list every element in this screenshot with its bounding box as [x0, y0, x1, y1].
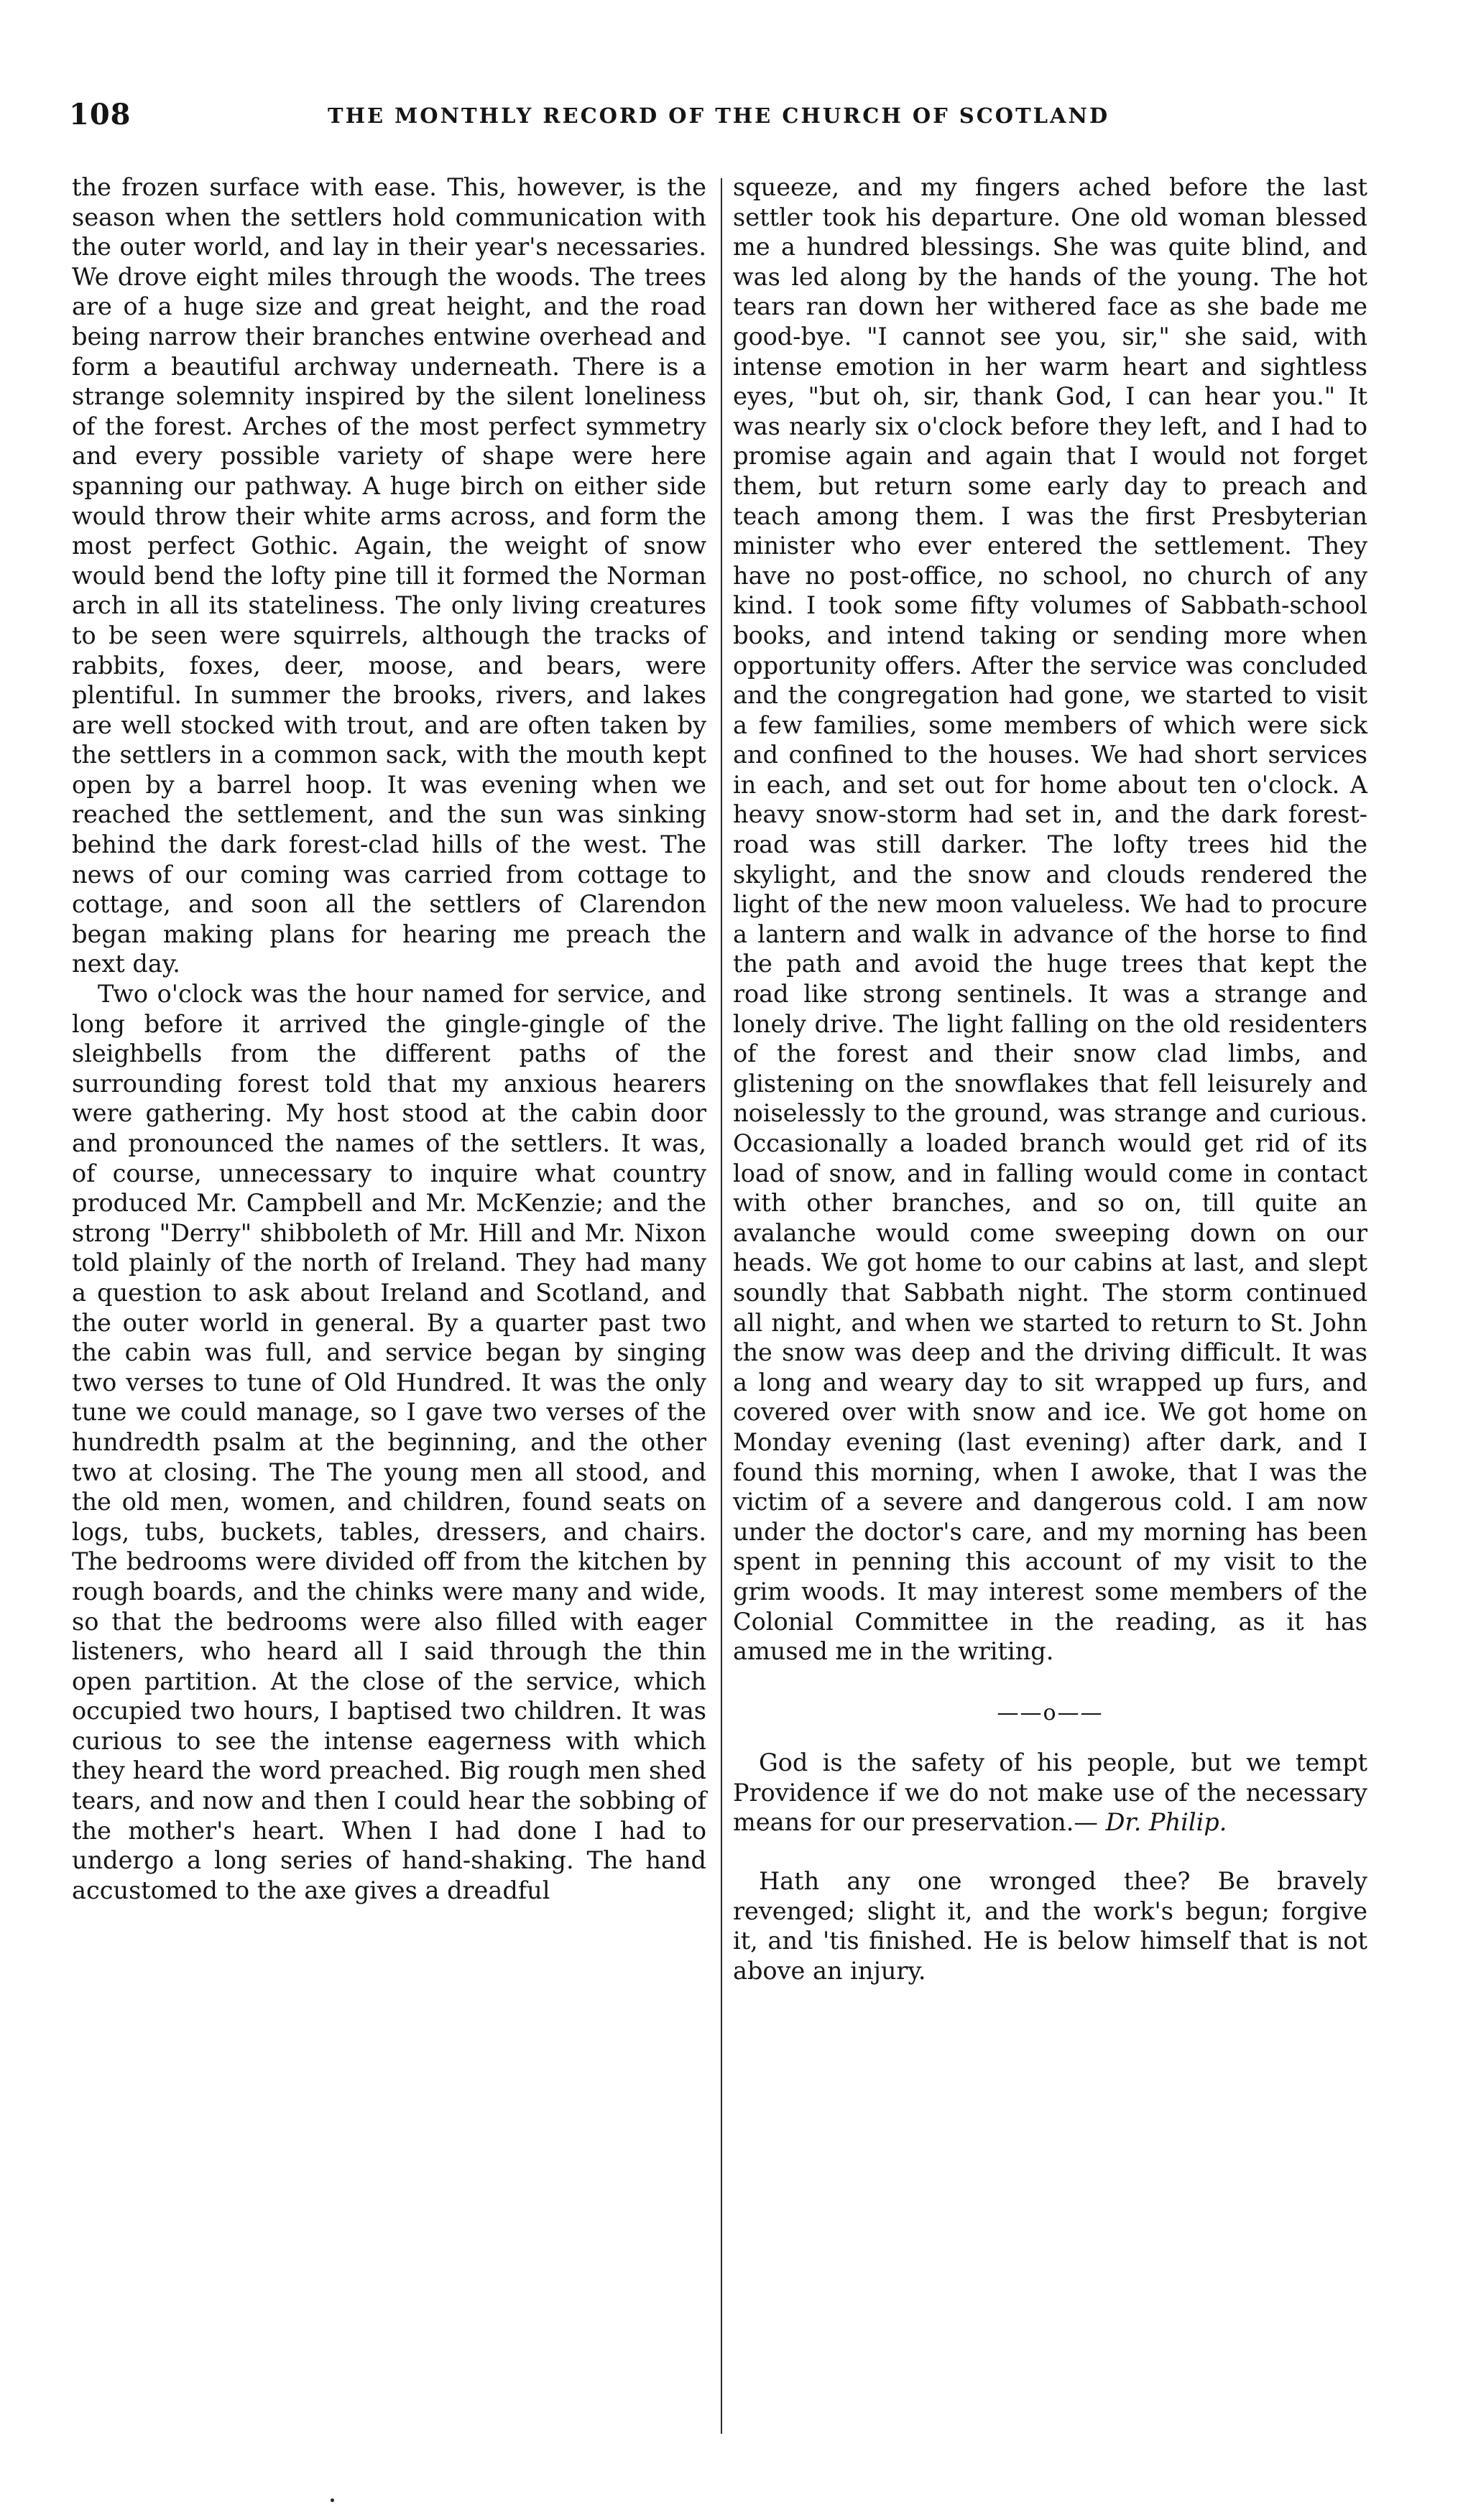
left-column: [72, 172, 706, 1905]
quotation-attribution: Dr. Philip.: [1105, 1808, 1227, 1837]
section-separator: ——o——: [997, 1700, 1104, 1725]
body-paragraph: Two o'clock was the hour named for service, and long before it arrived the gingle-gingle of the sleighbells from the different paths of the surrounding forest told that my anxious hearers were gathering. My host stood at the cabin door and pronounced the names of the settlers. It was, of course, unnecessary to inquire what country produced Mr. Campbell and Mr. McKenzie; and the strong "Derry" shibboleth of Mr. Hill and Mr. Nixon told plainly of the north of Ireland. They had many a question to ask about Ireland and Scotland, and the outer world in general. By a quarter past two the cabin was full, and service began by singing two verses to tune of Old Hundred. It was the only tune we could manage, so I gave two verses of the hundredth psalm at the beginning, and the other two at closing. The The young men all stood, and the old men, women, and children, found seats on logs, tubs, buckets, tables, dressers, and chairs. The bedrooms were divided off from the kitchen by rough boards, and the chinks were many and wide, so that the bedrooms were also filled with eager listeners, who heard all I said through the thin open partition. At the close of the service, which occupied two hours, I baptised two children. It was curious to see the intense eagerness with which they heard the word preached. Big rough men shed tears, and now and then I could hear the sobbing of the mother's heart. When I had done I had to undergo a long series of hand-shaking. The hand accustomed to the axe gives a dreadful: [72, 980, 706, 1904]
body-paragraph: squeeze, and my fingers ached before the last settler took his departure. One old woman blessed me a hundred blessings. She was quite blind, and was led along by the hands of the young. The hot tears ran down her withered face as she bade me good-bye. "I cannot see you, sir," she said, with intense emotion in her warm heart and sightless eyes, "but oh, sir, thank God, I can hear you." It was nearly six o'clock before they left, and I had to promise again and again that I would not forget them, but return some early day to preach and teach among them. I was the first Presbyterian minister who ever entered the settlement. They have no post-office, no school, no church of any kind. I took some fifty volumes of Sabbath-school books, and intend taking or sending more when opportunity offers. After the service was concluded and the congregation had gone, we started to visit a few families, some members of which were sick and confined to the houses. We had short services in each, and set out for home about ten o'clock. A heavy snow-storm had set in, and the dark forest-road was still darker. The lofty trees hid the skylight, and the snow and clouds rendered the light of the new moon valueless. We had to procure a lantern and walk in advance of the horse to find the path and avoid the huge trees that kept the road like strong sentinels. It was a strange and lonely drive. The light falling on the old residenters of the forest and their snow clad limbs, and glistening on the snowflakes that fell leisurely and noiselessly to the ground, was strange and curious. Occasionally a loaded branch would get rid of its load of snow, and in falling would come in contact with other branches, and so on, till quite an avalanche would come sweeping down on our heads. We got home to our cabins at last, and slept soundly that Sabbath night. The storm continued all night, and when we started to return to St. John the snow was deep and the driving difficult. It was a long and weary day to sit wrapped up furs, and covered over with snow and ice. We got home on Monday evening (last evening) after dark, and I found this morning, when I awoke, that I was the victim of a severe and dangerous cold. I am now under the doctor's care, and my morning has been spent in penning this account of my visit to the grim woods. It may interest some members of the Colonial Committee in the reading, as it has amused me in the writing.: [733, 173, 1367, 1666]
body-paragraph: the frozen surface with ease. This, however, is the season when the settlers hold communication with the outer world, and lay in their year's necessaries. We drove eight miles through the woods. The trees are of a huge size and great height, and the road being narrow their branches entwine overhead and form a beautiful archway underneath. There is a strange solemnity inspired by the silent loneliness of the forest. Arches of the most perfect symmetry and every possible variety of shape were here spanning our pathway. A huge birch on either side would throw their white arms across, and form the most perfect Gothic. Again, the weight of snow would bend the lofty pine till it formed the Norman arch in all its stateliness. The only living creatures to be seen were squirrels, although the tracks of rabbits, foxes, deer, moose, and bears, were plentiful. In summer the brooks, rivers, and lakes are well stocked with trout, and are often taken by the settlers in a common sack, with the mouth kept open by a barrel hoop. It was evening when we reached the settlement, and the sun was sinking behind the dark forest-clad hills of the west. The news of our coming was carried from cottage to cottage, and soon all the settlers of Clarendon began making plans for hearing me preach the next day.: [72, 173, 706, 978]
column-divider: [721, 178, 722, 2434]
quotation: [733, 1748, 1367, 1838]
right-column: [733, 172, 1367, 1986]
ink-speck: [331, 2498, 334, 2502]
running-head: THE MONTHLY RECORD OF THE CHURCH OF SCOTLAND: [328, 103, 1110, 128]
quotation-text: God is the safety of his people, but we tempt Providence if we do not make use of the necessary means for our preservation.—: [733, 1748, 1367, 1837]
quotation: Hath any one wronged thee? Be bravely revenged; slight it, and the work's begun; forgive it, and 'tis finished. He is below himself that is not above an injury.: [733, 1867, 1367, 1985]
page-number: 108: [69, 98, 132, 131]
page-header: [69, 98, 1413, 141]
